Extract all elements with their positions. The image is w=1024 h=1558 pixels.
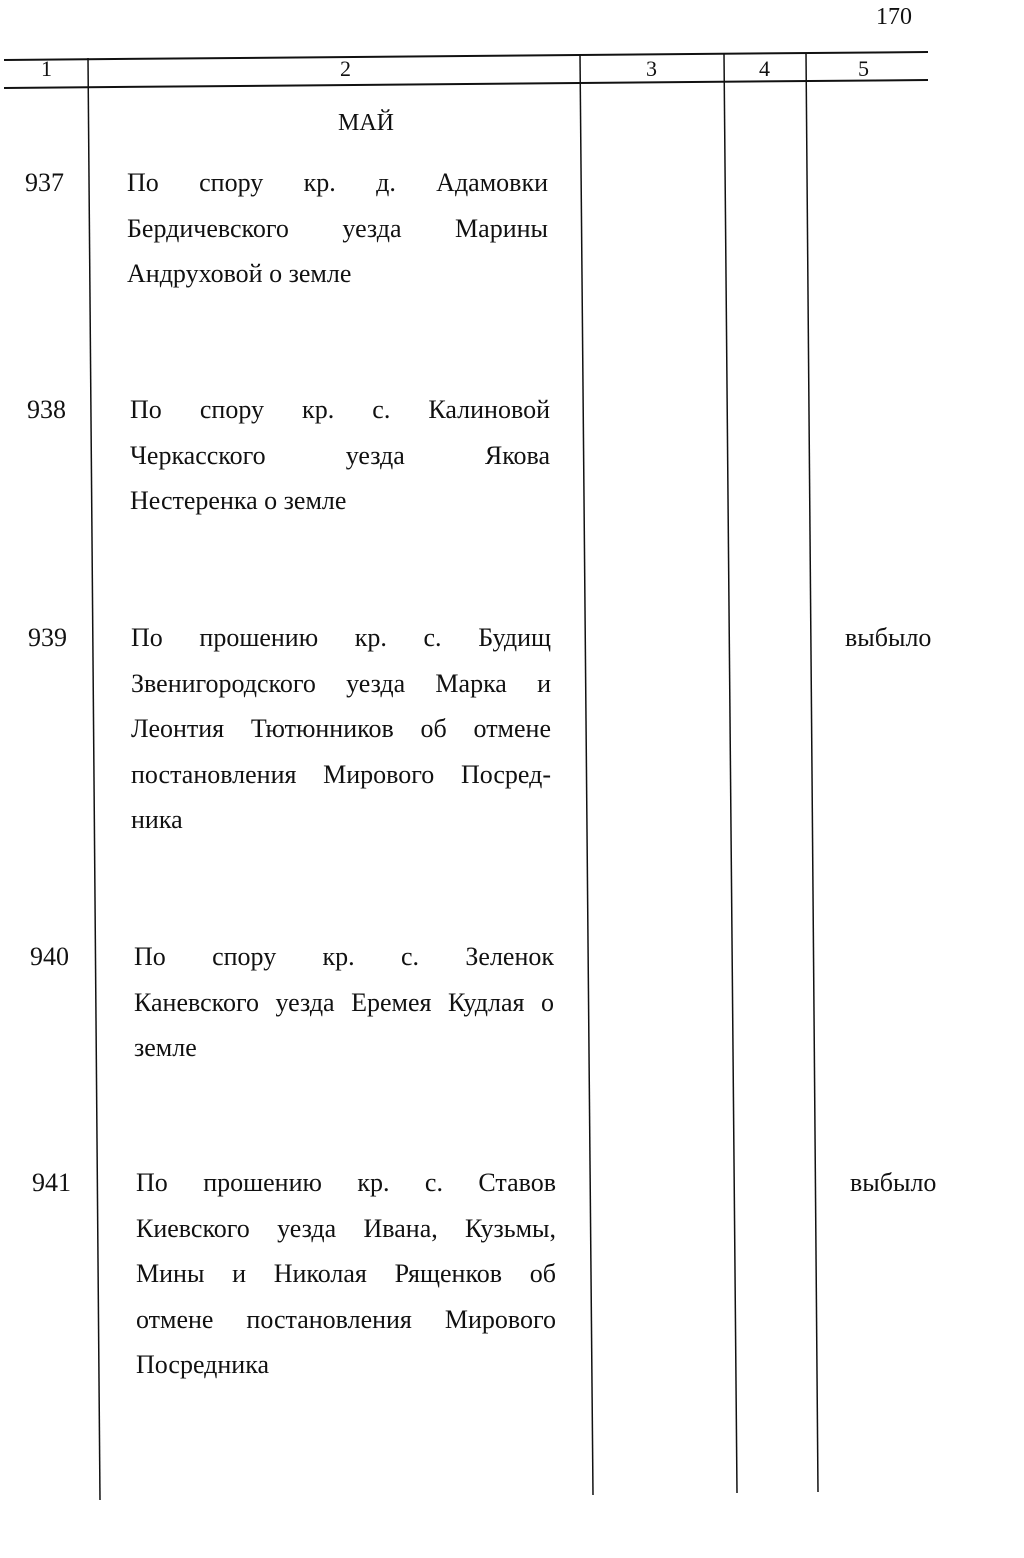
column-header-5: 5 — [858, 56, 869, 81]
description-line: Звенигородского уезда Марка и — [131, 668, 551, 698]
description-line: ника — [131, 805, 183, 835]
column-header-3: 3 — [646, 56, 657, 81]
description-line: По спору кр. с. Калиновой — [130, 395, 550, 424]
description-line: отмене постановления Мирового — [136, 1304, 556, 1334]
column-divider-1 — [88, 58, 100, 1500]
column-divider-4 — [806, 53, 818, 1492]
description-line: Андруховой о земле — [127, 259, 352, 289]
entry-number: 939 — [28, 623, 67, 652]
description-line: По прошению кр. с. Ставов — [136, 1168, 556, 1197]
column-divider-2 — [580, 55, 593, 1495]
description-line: По прошению кр. с. Будищ — [131, 623, 551, 652]
entry-description — [127, 165, 548, 302]
entry-number: 938 — [27, 395, 66, 424]
description-line: Леонтия Тютюнников об отмене — [131, 714, 551, 744]
entry-number: 937 — [25, 168, 64, 197]
header-bottom-rule — [4, 80, 928, 88]
column-divider-3 — [724, 54, 737, 1493]
description-line: постановления Мирового Посред- — [131, 759, 551, 789]
section-heading: МАЙ — [338, 110, 395, 136]
description-line: Посредника — [136, 1350, 269, 1380]
entry-number: 940 — [30, 942, 69, 971]
description-line: Нестеренка о земле — [130, 486, 347, 516]
entry-description — [131, 620, 551, 848]
description-line: Каневского уезда Еремея Кудлая о — [134, 987, 554, 1017]
column-header-4: 4 — [759, 56, 770, 81]
description-line: Киевского уезда Ивана, Кузьмы, — [136, 1213, 556, 1243]
description-line: Мины и Николая Рященков об — [136, 1259, 556, 1289]
entry-number: 941 — [32, 1168, 71, 1197]
column-header-2: 2 — [340, 56, 351, 81]
entry-description — [136, 1165, 556, 1393]
description-line: земле — [134, 1033, 197, 1063]
column-header-1: 1 — [41, 56, 52, 81]
description-line: Бердичевского уезда Марины — [127, 213, 548, 243]
description-line: По спору кр. д. Адамовки — [127, 168, 548, 197]
description-line: По спору кр. с. Зеленок — [134, 942, 554, 971]
entry-status: выбыло — [850, 1168, 937, 1197]
page-number: 170 — [876, 4, 912, 30]
description-line: Черкасского уезда Якова — [130, 440, 550, 470]
entry-description — [130, 392, 550, 529]
header-top-rule — [4, 52, 928, 60]
entry-status: выбыло — [845, 623, 932, 652]
entry-description — [134, 939, 554, 1076]
